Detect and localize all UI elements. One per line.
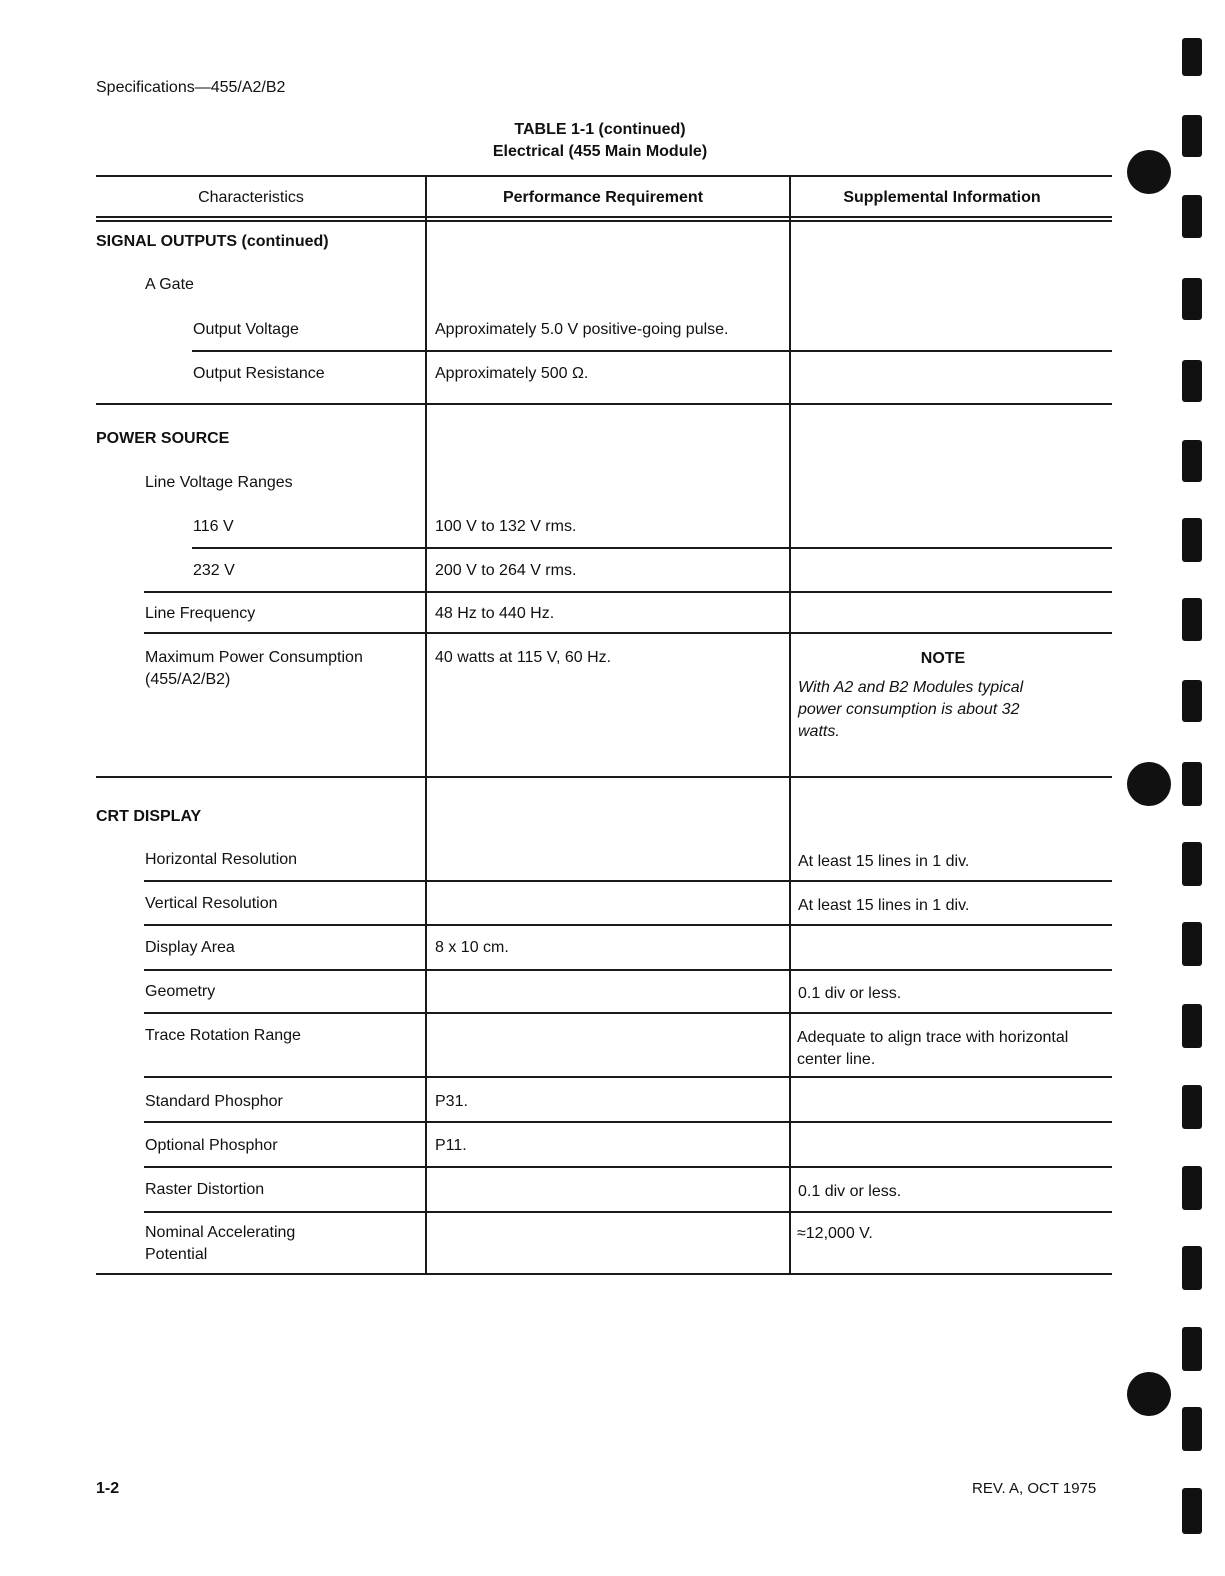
table-title: TABLE 1-1 (continued)	[514, 121, 686, 138]
accelerating-potential-value: ≈12,000 V.	[797, 1225, 873, 1242]
display-area-value: 8 x 10 cm.	[435, 939, 509, 956]
raster-distortion-value: 0.1 div or less.	[798, 1183, 902, 1200]
revision-label: REV. A, OCT 1975	[972, 1480, 1097, 1497]
output-resistance-label: Output Resistance	[193, 365, 325, 382]
v232-value: 200 V to 264 V rms.	[435, 562, 577, 579]
note-title: NOTE	[920, 650, 966, 667]
optional-phosphor-value: P11.	[435, 1137, 467, 1154]
optional-phosphor-label: Optional Phosphor	[145, 1137, 278, 1154]
v116-value: 100 V to 132 V rms.	[435, 518, 577, 535]
horizontal-resolution-value: At least 15 lines in 1 div.	[798, 853, 970, 870]
trace-rotation-value-line2: center line.	[797, 1051, 876, 1068]
trace-rotation-label: Trace Rotation Range	[145, 1027, 301, 1044]
horizontal-resolution-label: Horizontal Resolution	[145, 851, 298, 868]
raster-distortion-label: Raster Distortion	[145, 1181, 265, 1198]
display-area-label: Display Area	[145, 939, 235, 956]
line-frequency-value: 48 Hz to 440 Hz.	[435, 605, 555, 622]
trace-rotation-value-line1: Adequate to align trace with horizontal	[797, 1029, 1069, 1046]
section-signal-outputs: SIGNAL OUTPUTS (continued)	[96, 233, 329, 250]
note-line-1: With A2 and B2 Modules typical	[798, 679, 1024, 696]
column-header-characteristics: Characteristics	[198, 189, 304, 206]
max-power-label-line1: Maximum Power Consumption	[145, 649, 363, 666]
geometry-value: 0.1 div or less.	[798, 985, 902, 1002]
output-resistance-value: Approximately 500 Ω.	[435, 365, 589, 382]
page-number: 1-2	[96, 1480, 120, 1497]
accelerating-potential-label-line2: Potential	[145, 1246, 208, 1263]
standard-phosphor-label: Standard Phosphor	[145, 1093, 283, 1110]
geometry-label: Geometry	[145, 983, 216, 1000]
page-header: Specifications—455/A2/B2	[96, 79, 286, 96]
output-voltage-label: Output Voltage	[193, 321, 299, 338]
max-power-value: 40 watts at 115 V, 60 Hz.	[435, 649, 612, 666]
note-line-3: watts.	[798, 723, 840, 740]
section-power-source: POWER SOURCE	[96, 430, 230, 447]
standard-phosphor-value: P31.	[435, 1093, 468, 1110]
output-voltage-value: Approximately 5.0 V positive-going pulse.	[435, 321, 729, 338]
v232-label: 232 V	[193, 562, 235, 579]
table-subtitle: Electrical (455 Main Module)	[492, 143, 708, 160]
vertical-resolution-value: At least 15 lines in 1 div.	[798, 897, 970, 914]
accelerating-potential-label-line1: Nominal Accelerating	[145, 1224, 296, 1241]
max-power-label-line2: (455/A2/B2)	[145, 671, 231, 688]
column-header-supplemental: Supplemental Information	[843, 189, 1041, 206]
line-frequency-label: Line Frequency	[145, 605, 256, 622]
line-voltage-ranges-label: Line Voltage Ranges	[145, 474, 293, 491]
note-line-2: power consumption is about 32	[798, 701, 1020, 718]
column-header-performance: Performance Requirement	[502, 189, 704, 206]
a-gate-label: A Gate	[145, 276, 194, 293]
section-crt-display: CRT DISPLAY	[96, 808, 202, 825]
v116-label: 116 V	[193, 518, 234, 535]
vertical-resolution-label: Vertical Resolution	[145, 895, 278, 912]
